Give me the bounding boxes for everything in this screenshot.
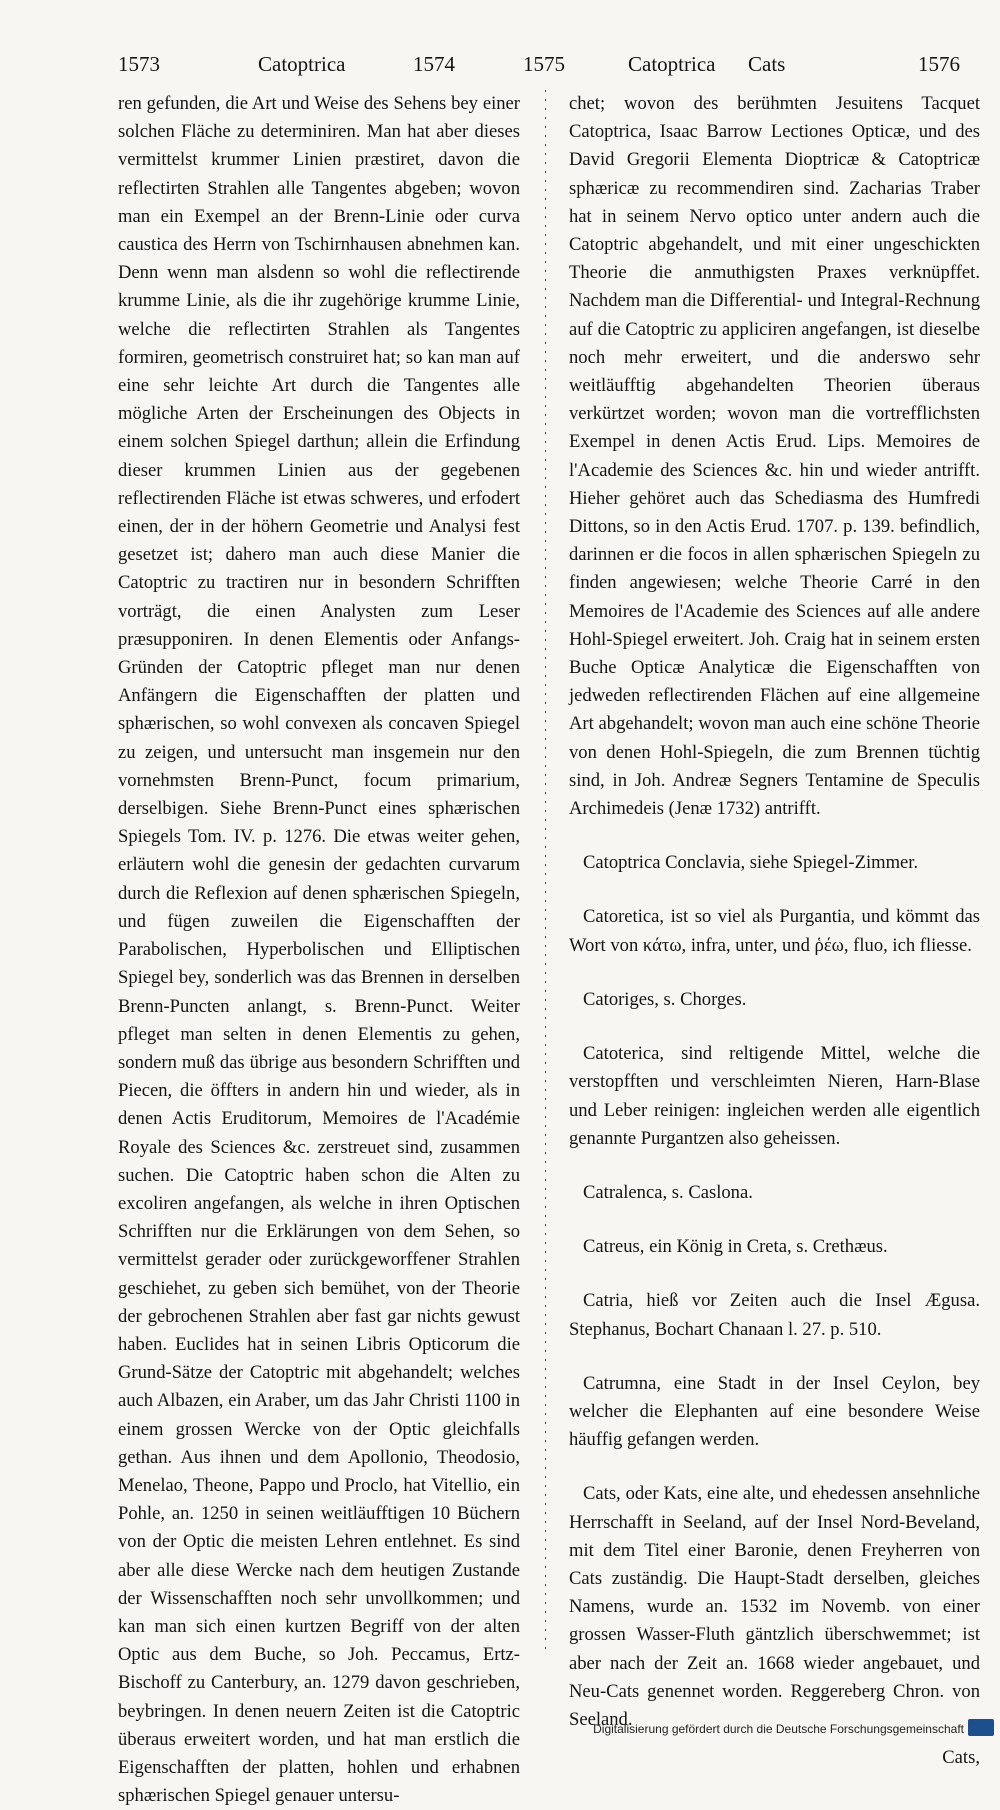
column-number-1576: 1576 [918, 52, 960, 76]
entry-cats: Cats, oder Kats, eine alte, und ehedessen ansehnliche Herrschafft in Seeland, auf der Insel Nord-Beveland, mit dem Titel einer Baronie, denen Freyherren von Cats zuständig. Die Haupt-Stadt derselben, gleiches Namens, wurde an. 1532 im Novemb. von einer grossen Wasser-Fluth gäntzlich überschwemmet; ist aber nach der Zeit an. 1668 wieder angebauet, und Neu-Cats genennet worden. Reggereberg Chron. von Seeland. [569, 1483, 980, 1730]
catoptrica-text-end: chet; wovon des berühmten Jesuitens Tacquet Catoptrica, Isaac Barrow Lectiones Opticæ, und des David Gregorii Elementa Dioptricæ & Catoptricæ sphæricæ zu recommendiren sind. Zacharias Traber hat in seinem Nervo optico unter andern auch die Catoptric abgehandelt, und mit einer ungeschickten Theorie die anmuthigsten Praxes verknüpffet. Nachdem man die Differential- und Integral-Rechnung auf die Catoptric zu appliciren angefangen, ist dieselbe noch mehr erweitert, und die anderswo sehr weitläufftig abgehandelten Theorien überaus verkürtzet worden; wovon man die vortrefflichsten Exempel in denen Actis Erud. Lips. Memoires de l'Academie des Sciences &c. hin und wieder antrifft. Hieher gehöret auch das Schediasma des Humfredi Dittons, so in den Actis Erud. 1707. p. 139. befindlich, darinnen er die focos in allen sphærischen Spiegeln zu finden angewiesen; welche Theorie Carré in den Memoires de l'Academie des Sciences auf alle andere Hohl-Spiegel erweitert. Joh. Craig hat in seinem ersten Buche Opticæ Analyticæ die Eigenschafften von jedweden reflectirenden Flächen auf eine allgemeine Art abgehandelt; wovon man auch eine schöne Theorie von denen Hohl-Spiegeln, die zum Brennen tüchtig sind, in Joh. Andreæ Segners Tentamine de Speculis Archimedeis (Jenæ 1732) antrifft. [569, 93, 980, 820]
entry-catrumna: Catrumna, eine Stadt in der Insel Ceylon, bey welcher die Elephanten auf eine besondere Weise häuffig gefangen werden. [569, 1372, 980, 1451]
column-number-1573: 1573 [118, 52, 160, 76]
catchword: Cats, [942, 1747, 980, 1769]
page-footer [0, 1714, 1000, 1744]
dfg-logo-icon [968, 1719, 994, 1736]
running-title-left: Catoptrica [258, 52, 346, 76]
right-column [569, 90, 980, 1772]
page-header [118, 52, 974, 82]
entry-catoretica: Catoretica, ist so viel als Purgantia, und kömmt das Wort von κάτω, infra, unter, und ῥέω, fluo, ich fliesse. [569, 906, 980, 956]
catoptrica-text-continued: ren gefunden, die Art und Weise des Sehens bey einer solchen Fläche zu determiniren. Man hat aber dieses vermittelst krummer Linien præstiret, davon die reflectirten Strahlen alle Tangentes abgeben; wovon man ein Exempel an der Brenn-Linie oder curva caustica des Herrn von Tschirnhausen abnehmen kan. Denn wenn man alsdenn so wohl die reflectirende krumme Linie, als die ihr zugehörige krumme Linie, welche die reflectirten Strahlen als Tangentes formiren, geometrisch construiret hat; so kan man auf eine sehr leichte Art durch die Tangentes alle mögliche Arten der Erscheinungen des Objects in einem solchen Spiegel darthun; allein die Erfindung dieser krummen Linien aus der gegebenen reflectirenden Fläche ist etwas schweres, und erfodert einen, der in der höhern Geometrie und Analysi fest gesetzet ist; dahero man auch diese Manier die Catoptric zu tractiren nur in besondern Schrifften vorträgt, die einen Analysten zum Leser præsupponiren. In denen Elementis oder Anfangs-Gründen der Catoptric pfleget man nur denen Anfängern die Eigenschafften der platten und sphærischen, so wohl convexen als concaven Spiegel zu zeigen, und untersucht man insgemein nur den vornehmsten Brenn-Punct, focum primarium, derselbigen. Siehe Brenn-Punct eines sphærischen Spiegels Tom. IV. p. 1276. Die etwas weiter gehen, erläutern wohl die genesin der gedachten curvarum durch die Reflexion auf denen sphærischen Spiegeln, und fügen zuweilen die Eigenschafften der Parabolischen, Hyperbolischen und Elliptischen Spiegel bey, sonderlich was das Brennen in derselben Brenn-Puncten anlangt, s. Brenn-Punct. Weiter pfleget man selten in denen Elementis zu gehen, sondern muß das übrige aus besondern Schrifften und Piecen, die öffters in andern hin und wieder, als in denen Actis Eruditorum, Memoires de l'Académie Royale des Sciences &c. zerstreuet sind, zusammen suchen. Die Catoptric haben schon die Alten zu excoliren angefangen, als welche in ihren Optischen Schrifften nur die Erklärungen von dem Sehen, so vermittelst gerader oder zurückgeworffener Strahlen geschiehet, zu geben sich bemühet, von der Theorie der gebrochenen Strahlen aber fast gar nichts gewust haben. Euclides hat in seinen Libris Opticorum die Grund-Sätze der Catoptric mit abgehandelt; welches auch Albazen, ein Araber, um das Jahr Christi 1100 in einem grossen Wercke von der Optic gleichfalls gethan. Aus ihnen und dem Apollonio, Theodosio, Menelao, Theone, Pappo und Proclo, hat Vitellio, ein Pohle, an. 1250 in seinen weitläufftigen 10 Büchern von der Optic die meisten Lehren entlehnet. Es sind aber alle diese Wercke nach dem heutigen Zustande der Wissenschafften noch sehr unvollkommen; und kan man sich einen kurtzen Begriff von der alten Optic aus dem Buche, so Joh. Peccamus, Ertz-Bischoff zu Canterbury, an. 1279 davon geschrieben, beybringen. In denen neuern Zeiten ist die Catoptric überaus erweitert worden, und hat man erstlich die Eigenschafften der platten, hohlen und erhabnen sphærischen Spiegel genauer untersu- [118, 93, 520, 1807]
entry-catralenca: Catralenca, s. Caslona. [583, 1181, 753, 1203]
entry-catoptrica-conclavia: Catoptrica Conclavia, siehe Spiegel-Zimmer. [583, 852, 919, 874]
entry-catreus: Catreus, ein König in Creta, s. Crethæus. [583, 1236, 888, 1258]
funding-credit: Digitalisierung gefördert durch die Deutsche Forschungsgemeinschaft [593, 1722, 964, 1736]
running-title-right: Catoptrica [628, 52, 716, 76]
dictionary-page [100, 90, 980, 1807]
column-number-1575: 1575 [523, 52, 565, 76]
entry-catoriges: Catoriges, s. Chorges. [583, 988, 747, 1010]
entry-catria: Catria, hieß vor Zeiten auch die Insel Ægusa. Stephanus, Bochart Chanaan l. 27. p. 510. [569, 1290, 980, 1340]
left-column [118, 90, 520, 1810]
column-number-1574: 1574 [413, 52, 455, 76]
entry-catoterica: Catoterica, sind reltigende Mittel, welche die verstopfften und verschleimten Nieren, Harn-Blase und Leber reinigen: ingleichen werden alle eigentlich genannte Purgantzen also geheissen. [569, 1043, 980, 1149]
running-title-cats: Cats [748, 52, 786, 76]
column-divider [545, 90, 546, 1650]
